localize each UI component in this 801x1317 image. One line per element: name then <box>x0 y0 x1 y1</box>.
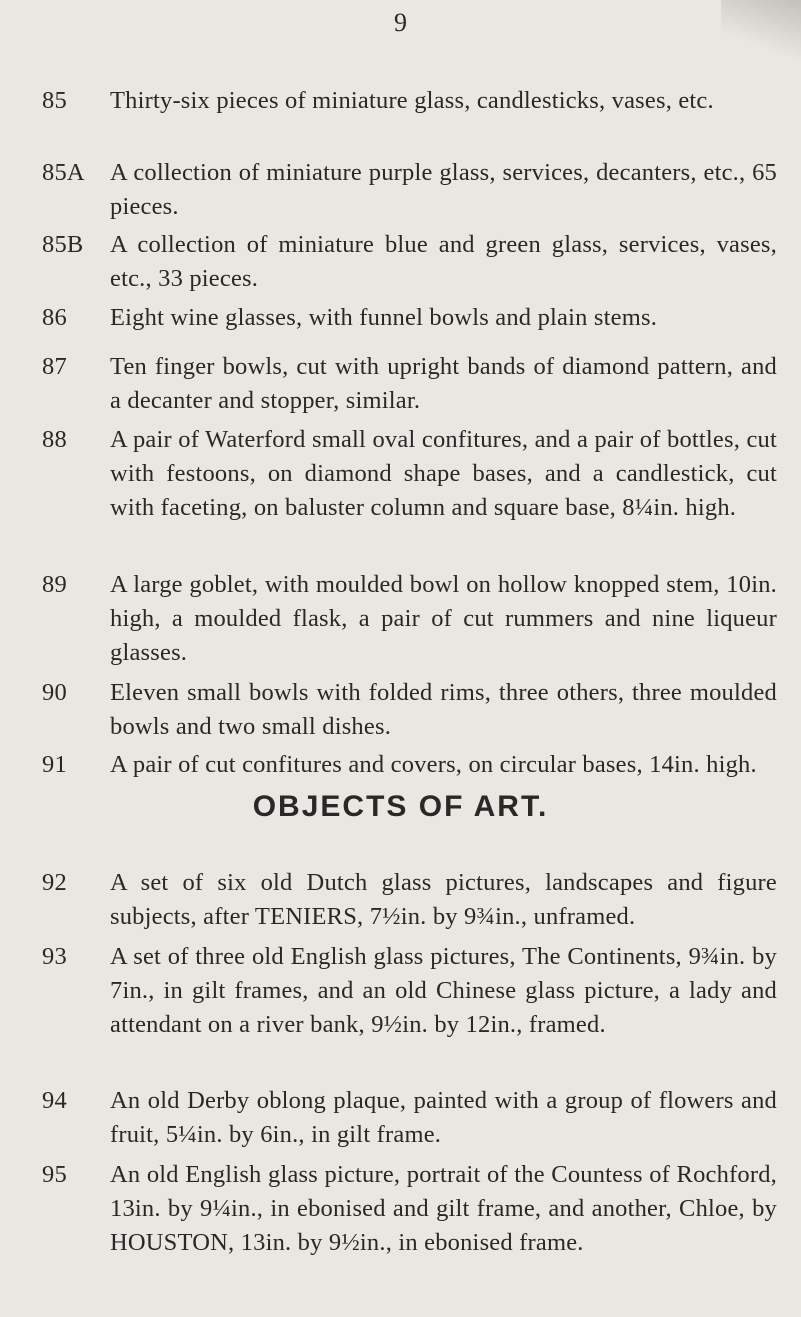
section-heading: OBJECTS OF ART. <box>252 790 549 823</box>
lot-number: 85A <box>42 159 85 186</box>
lot-description: A pair of cut confitures and covers, on circular bases, 14in. high. <box>110 751 757 778</box>
lot-number: 88 <box>42 426 67 453</box>
lot-description: A collection of miniature purple glass, services, decanters, etc., 65 pieces. <box>110 159 777 220</box>
lot-number: 85B <box>42 231 84 258</box>
lot-number: 86 <box>42 304 67 331</box>
lot-entry <box>42 350 777 418</box>
lot-entry <box>42 568 777 670</box>
lot-entry <box>42 301 777 335</box>
lot-number: 95 <box>42 1161 67 1188</box>
lot-number: 91 <box>42 751 67 778</box>
lot-number: 87 <box>42 353 67 380</box>
lot-description: A large goblet, with moulded bowl on hollow knopped stem, 10in. high, a moulded flask, a pair of cut rummers and nine liqueur glasses. <box>110 571 777 666</box>
lot-number: 85 <box>42 87 67 114</box>
lot-description: Eleven small bowls with folded rims, three others, three moulded bowls and two small dishes. <box>110 679 777 740</box>
lot-entry <box>42 228 777 296</box>
lot-entry <box>42 676 777 744</box>
lot-entry <box>42 748 777 782</box>
lot-entry <box>42 84 777 118</box>
lot-description: Thirty-six pieces of miniature glass, candlesticks, vases, etc. <box>110 87 714 114</box>
lot-description: A pair of Waterford small oval confitures, and a pair of bottles, cut with festoons, on diamond shape bases, and a candlestick, cut with faceting, on baluster column and square base, 8¼in. high. <box>110 426 777 521</box>
page-number: 9 <box>394 8 407 37</box>
lot-description: A collection of miniature blue and green glass, services, vases, etc., 33 pieces. <box>110 231 777 292</box>
lot-number: 92 <box>42 869 67 896</box>
lot-entry <box>42 1158 777 1260</box>
lot-description: Ten finger bowls, cut with upright bands of diamond pattern, and a decanter and stopper, similar. <box>110 353 777 414</box>
lot-description: A set of three old English glass pictures, The Continents, 9¾in. by 7in., in gilt frames, and an old Chinese glass picture, a lady and attendant on a river bank, 9½in. by 12in., framed. <box>110 943 777 1038</box>
lot-description: Eight wine glasses, with funnel bowls and plain stems. <box>110 304 658 331</box>
lot-entry <box>42 940 777 1042</box>
lot-description: An old English glass picture, portrait of the Countess of Rochford, 13in. by 9¼in., in ebonised and gilt frame, and another, Chloe, by HOUSTON, 13in. by 9½in., in ebonised frame. <box>110 1161 777 1256</box>
lot-description: An old Derby oblong plaque, painted with a group of flowers and fruit, 5¼in. by 6in., in gilt frame. <box>110 1087 777 1148</box>
lot-entry <box>42 866 777 934</box>
lot-entry <box>42 423 777 525</box>
lot-number: 90 <box>42 679 67 706</box>
lot-number: 94 <box>42 1087 67 1114</box>
lot-number: 89 <box>42 571 67 598</box>
lot-entry <box>42 156 777 224</box>
lot-entry <box>42 1084 777 1152</box>
lot-description: A set of six old Dutch glass pictures, landscapes and figure subjects, after TENIERS, 7½in. by 9¾in., unframed. <box>110 869 777 930</box>
lot-number: 93 <box>42 943 67 970</box>
